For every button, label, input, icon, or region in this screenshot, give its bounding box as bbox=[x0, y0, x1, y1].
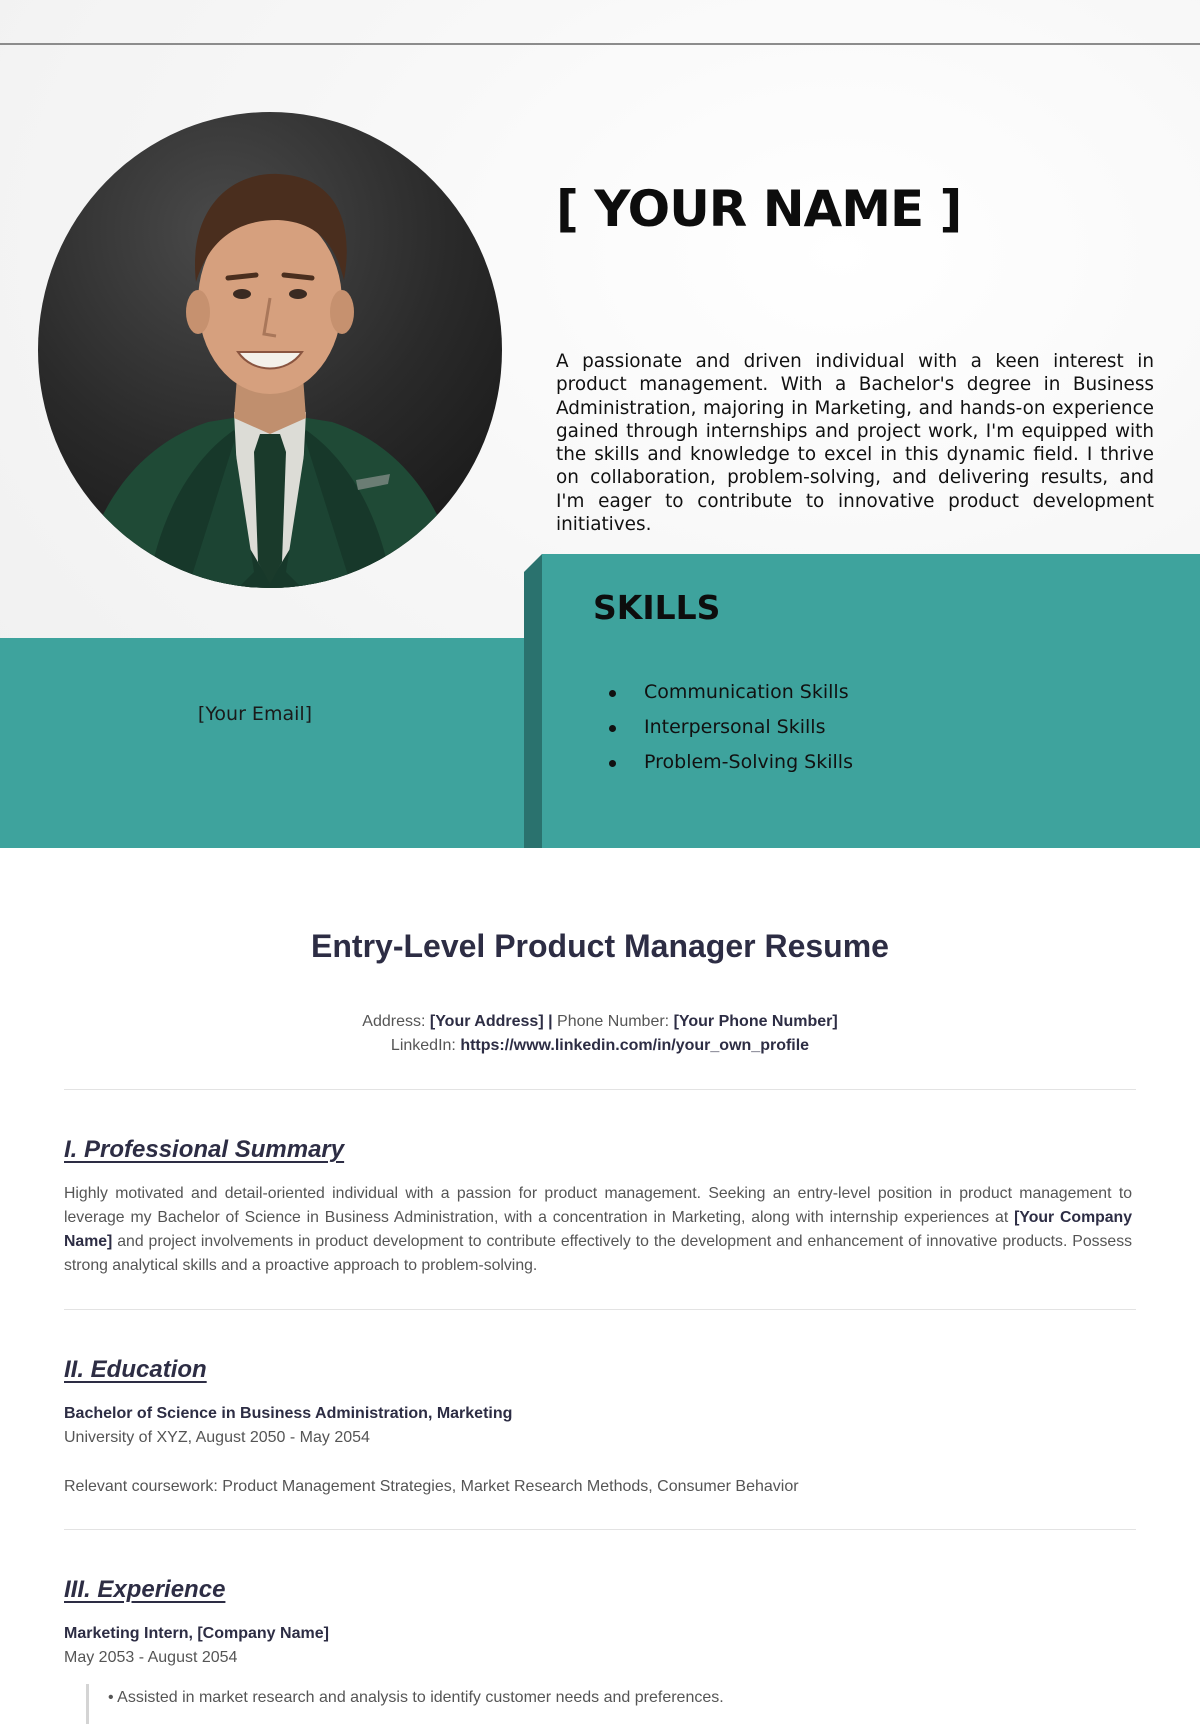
email-text: [Your Email] bbox=[197, 703, 313, 725]
address-label: Address: bbox=[362, 1013, 426, 1030]
summary-paragraph bbox=[64, 1182, 1132, 1278]
section-divider bbox=[64, 1089, 1136, 1090]
contact-line-1 bbox=[0, 1010, 1200, 1034]
section-divider bbox=[64, 1529, 1136, 1530]
linkedin-label: LinkedIn: bbox=[390, 1037, 456, 1054]
contact-panel bbox=[0, 638, 525, 848]
contact-line-2 bbox=[0, 1034, 1200, 1058]
hero-banner bbox=[0, 0, 1200, 848]
panel-shadow bbox=[524, 554, 542, 848]
experience-heading: III. Experience bbox=[64, 1576, 226, 1603]
summary-text-end: and project involvements in product development to contribute effectively to the development and enhancement of innovative products. Possess strong analytical skills and a proactive approach to problem-solving. bbox=[64, 1233, 1132, 1274]
contact-info bbox=[0, 1010, 1200, 1058]
about-paragraph: A passionate and driven individual with a keen interest in product management. With a Bachelor's degree in Business Administration, majoring in Marketing, and hands-on experience gained through internships and project work, I'm equipped with the skills and knowledge to excel in this dynamic field. I thrive on collaboration, problem-solving, and delivering results, and I'm eager to contribute to innovative product development initiatives. bbox=[556, 351, 1154, 536]
company-placeholder: [Your Company Name] bbox=[64, 1209, 1132, 1250]
skills-list bbox=[605, 675, 853, 780]
degree-title: Bachelor of Science in Business Administration, Marketing bbox=[64, 1405, 513, 1422]
summary-heading: I. Professional Summary bbox=[64, 1136, 345, 1163]
person-portrait-icon bbox=[38, 112, 502, 588]
top-divider bbox=[0, 43, 1200, 45]
skill-item: Interpersonal Skills bbox=[605, 710, 853, 745]
bullet-indent-bar bbox=[86, 1684, 89, 1724]
candidate-name: [ YOUR NAME ] bbox=[556, 180, 962, 238]
contact-separator: | bbox=[548, 1013, 553, 1030]
profile-photo bbox=[38, 112, 502, 588]
job-dates: May 2053 - August 2054 bbox=[64, 1649, 238, 1666]
experience-bullet: • Assisted in market research and analysis to identify customer needs and preferences. bbox=[108, 1689, 724, 1706]
education-heading: II. Education bbox=[64, 1356, 207, 1383]
skill-item: Problem-Solving Skills bbox=[605, 745, 853, 780]
summary-text-start: Highly motivated and detail-oriented individual with a passion for product management. Seeking an entry-level position in product management to leverage my Bachelor of Science in Business Administration, with a concentration in Marketing, along with internship experiences at bbox=[64, 1185, 1132, 1226]
skill-item: Communication Skills bbox=[605, 675, 853, 710]
section-divider bbox=[64, 1309, 1136, 1310]
school-and-dates: University of XYZ, August 2050 - May 2054 bbox=[64, 1429, 370, 1446]
job-role: Marketing Intern, [Company Name] bbox=[64, 1625, 329, 1642]
resume-title: Entry-Level Product Manager Resume bbox=[311, 928, 889, 964]
phone-label: Phone Number: bbox=[557, 1013, 670, 1030]
address-value: [Your Address] bbox=[429, 1013, 544, 1030]
coursework-text: Relevant coursework: Product Management Strategies, Market Research Methods, Consumer Behavior bbox=[64, 1478, 799, 1495]
skills-heading: SKILLS bbox=[593, 588, 721, 627]
linkedin-link[interactable]: https://www.linkedin.com/in/your_own_profile bbox=[460, 1037, 810, 1054]
phone-value: [Your Phone Number] bbox=[673, 1013, 838, 1030]
